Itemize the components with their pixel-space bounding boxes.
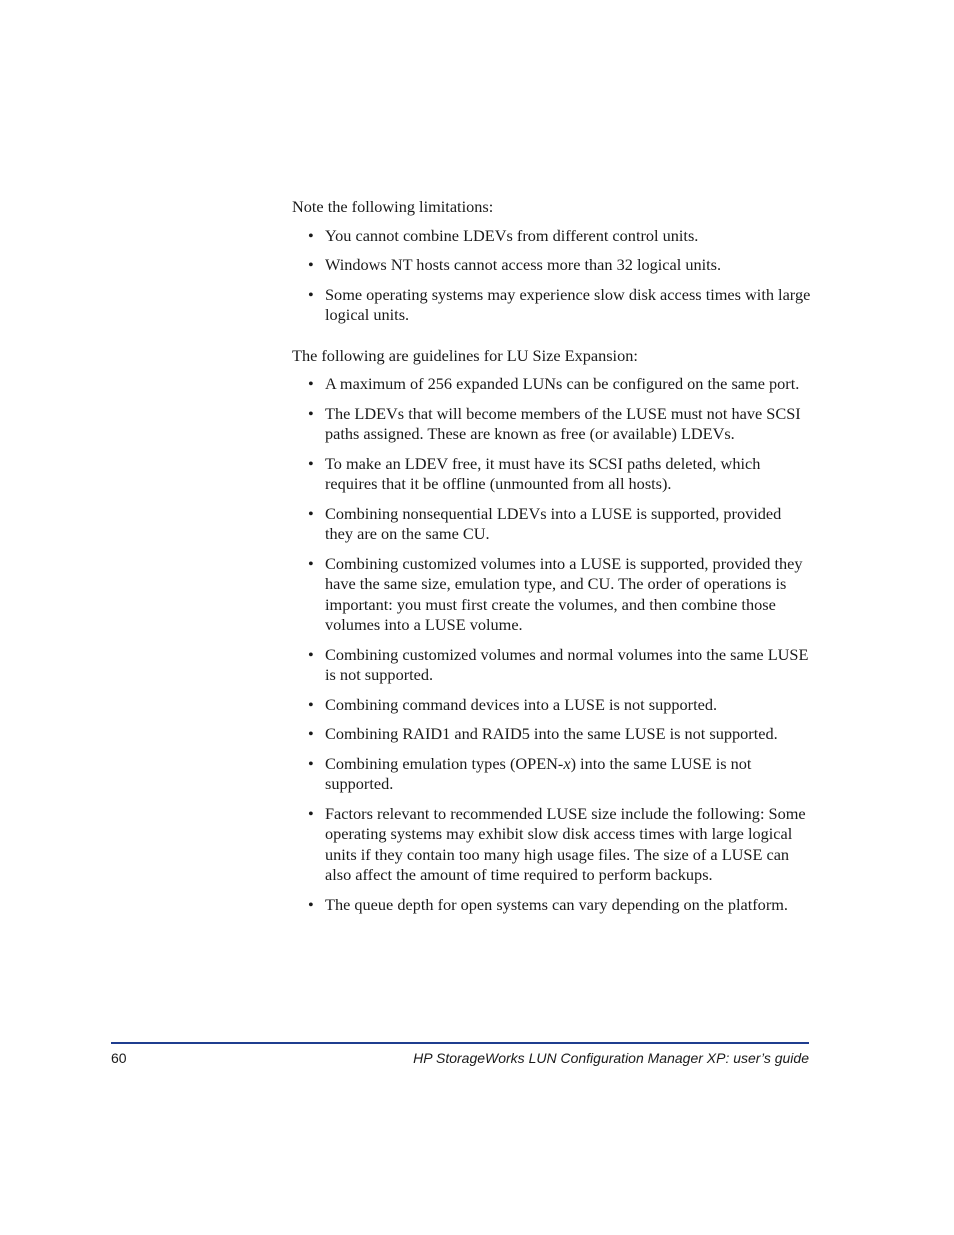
list-item (292, 226, 812, 247)
bullet-icon: • (308, 453, 314, 473)
list-item (292, 724, 812, 745)
list-item (292, 895, 812, 916)
list-item-text: Combining customized volumes and normal volumes into the same LUSE is not supported. (325, 644, 809, 684)
list-item-text-end: ) into the same LUSE is not supported. (325, 753, 752, 793)
list-item-text: Some operating systems may experience slow disk access times with large logical units. (325, 284, 811, 324)
list-item-text: The queue depth for open systems can vary depending on the platform. (325, 894, 788, 914)
list-item-text: Combining RAID1 and RAID5 into the same LUSE is not supported. (325, 724, 778, 743)
bullet-icon: • (308, 753, 314, 773)
page-body (292, 197, 812, 924)
list-item-text: Combining nonsequential LDEVs into a LUSE is supported, provided they are on the same CU. (325, 503, 782, 543)
bullet-icon: • (308, 225, 314, 245)
list-item-text (325, 754, 751, 794)
list-item-text: You cannot combine LDEVs from different control units. (325, 225, 699, 245)
list-item (292, 695, 812, 716)
list-item-text: Combining customized volumes into a LUSE is supported, provided they have the same size, emulation type, and CU. The order of operations is important: you must first create the volumes, and then combine those volumes into a LUSE volume. (325, 553, 803, 634)
list-item (292, 374, 812, 395)
list-item-text: A maximum of 256 expanded LUNs can be configured on the same port. (325, 374, 800, 393)
list-item-text-italic: x (563, 753, 571, 773)
bullet-icon: • (308, 894, 314, 914)
list-item-text: Combining command devices into a LUSE is not supported. (325, 694, 718, 714)
limitations-intro: Note the following limitations: (292, 197, 494, 216)
list-item (292, 804, 812, 886)
list-item-text: Factors relevant to recommended LUSE size include the following: Some operating systems may exhibit slow disk access times with large logical units if they contain too many high usage files. The size of a LUSE can also affect the amount of time required to perform backups. (325, 803, 806, 884)
bullet-icon: • (308, 553, 314, 573)
page-number: 60 (111, 1050, 127, 1066)
list-item (292, 645, 812, 686)
list-item-text-start: Combining emulation types (OPEN- (325, 753, 564, 773)
list-item (292, 285, 812, 326)
list-item (292, 554, 812, 636)
document-title: HP StorageWorks LUN Configuration Manager XP: user’s guide (413, 1050, 809, 1066)
bullet-icon: • (308, 644, 314, 664)
bullet-icon: • (308, 503, 314, 523)
bullet-icon: • (308, 803, 314, 823)
guidelines-intro: The following are guidelines for LU Size Expansion: (292, 345, 638, 365)
bullet-icon: • (308, 694, 314, 714)
list-item-text: Windows NT hosts cannot access more than 32 logical units. (325, 255, 722, 274)
limitations-list (292, 226, 812, 326)
bullet-icon: • (308, 374, 314, 393)
list-item (292, 754, 812, 795)
footer-divider (111, 1042, 809, 1044)
list-item (292, 454, 812, 495)
list-item (292, 255, 812, 276)
bullet-icon: • (308, 403, 314, 423)
bullet-icon: • (308, 284, 314, 304)
bullet-icon: • (308, 724, 314, 743)
guidelines-list (292, 374, 812, 915)
list-item (292, 404, 812, 445)
list-item-text: The LDEVs that will become members of the LUSE must not have SCSI paths assigned. These are known as free (or available) LDEVs. (325, 403, 801, 443)
list-item (292, 504, 812, 545)
list-item-text: To make an LDEV free, it must have its SCSI paths deleted, which requires that it be offline (unmounted from all hosts). (325, 453, 761, 493)
bullet-icon: • (308, 255, 314, 274)
